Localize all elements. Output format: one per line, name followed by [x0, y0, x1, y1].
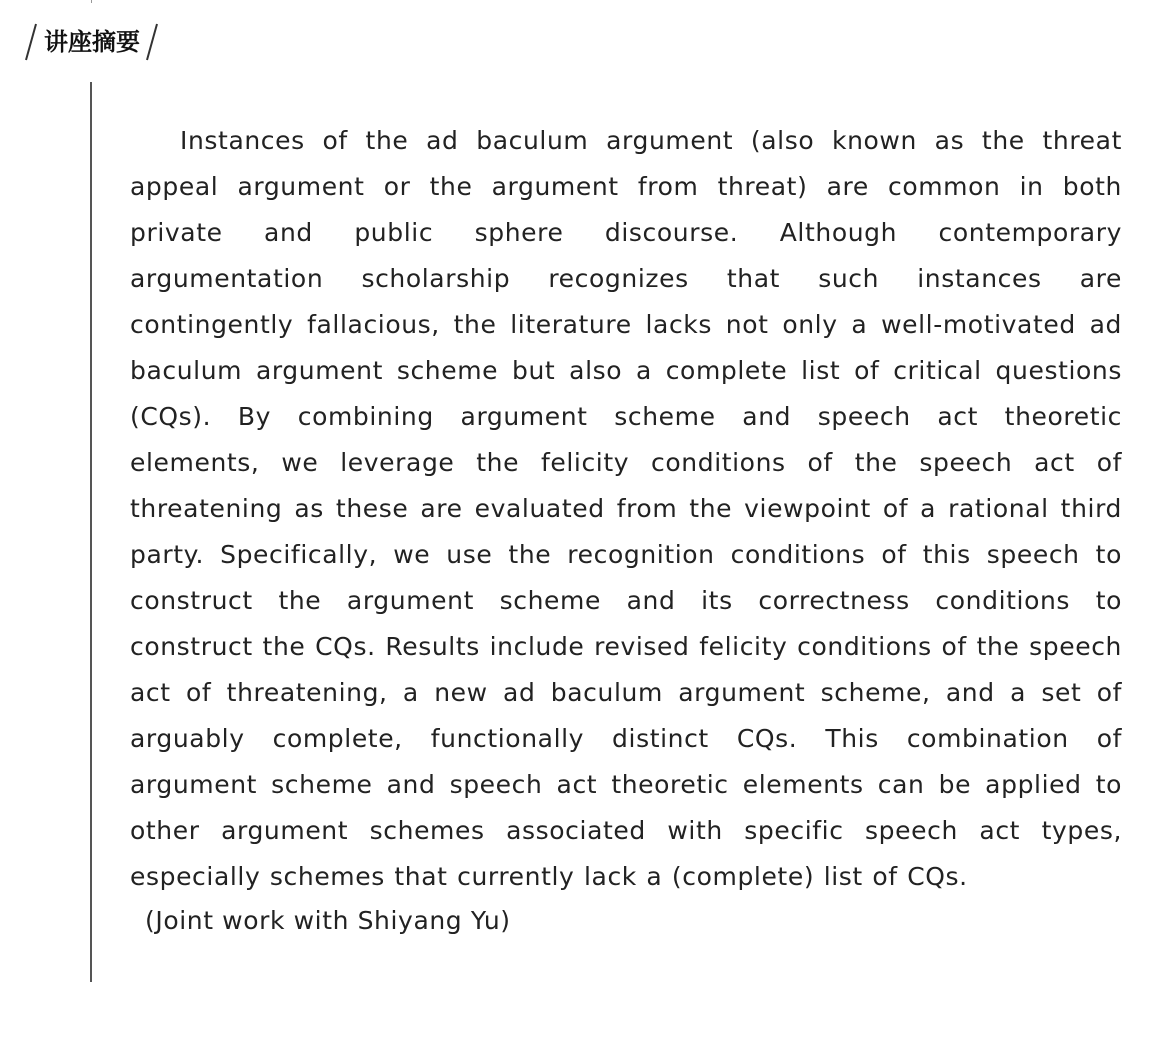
abstract-paragraph: Instances of the ad baculum argument (also known as the threat appeal argument or the argument from threat) are common in both private and public sphere discourse. Although contemporary argumentation scholarship recognizes that such instances are contingently fallacious, the literature lacks not only a well-motivated ad baculum argument scheme but also a complete list of critical questions (CQs). By combining argument scheme and speech act theoretic elements, we leverage the felicity conditions of the speech act of threatening as these are evaluated from the viewpoint of a rational third party. Specifically, we use the recognition conditions of this speech to construct the argument scheme and its correctness conditions to construct the CQs. Results include revised felicity conditions of the speech act of threatening, a new ad baculum argument scheme, and a set of arguably complete, functionally distinct CQs. This combination of argument scheme and speech act theoretic elements can be applied to other argument schemes associated with specific speech act types, especially schemes that currently lack a (complete) list of CQs. — [130, 126, 1122, 891]
section-header — [22, 20, 161, 64]
abstract-body — [130, 118, 1122, 900]
left-slash-decoration — [22, 20, 40, 64]
right-slash-decoration — [143, 20, 161, 64]
content-left-rule — [90, 82, 92, 982]
top-divider-tick — [91, 0, 92, 3]
section-title: 讲座摘要 — [44, 28, 140, 56]
joint-work-note: (Joint work with Shiyang Yu) — [145, 906, 511, 935]
